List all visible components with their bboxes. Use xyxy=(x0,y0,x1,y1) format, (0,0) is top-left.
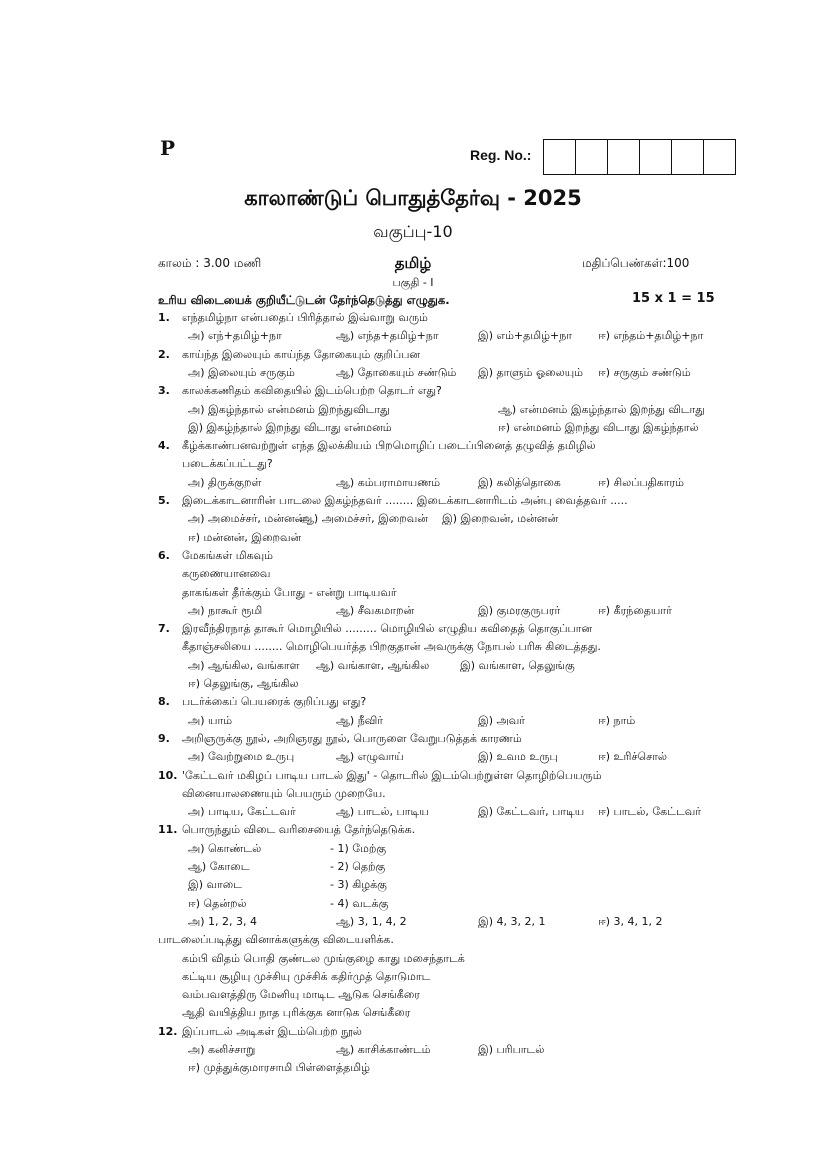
option: அ) கனிச்சாறு xyxy=(188,1043,256,1056)
option: ஆ) அமைச்சர், இறைவன் xyxy=(300,512,428,526)
option: அ) இகழ்ந்தால் என்மனம் இறந்துவிடாது xyxy=(188,402,390,416)
question-number: 4. xyxy=(158,439,170,453)
option: ஈ) என்மனம் இறந்து விடாது இகழ்ந்தால் xyxy=(498,420,699,434)
option: ஈ) எந்தம்+தமிழ்+நா xyxy=(598,329,704,343)
question-text: இப்பாடல் அடிகள் இடம்பெற்ற நூல் xyxy=(182,1024,362,1038)
option: இ) எம்+தமிழ்+நா xyxy=(478,329,573,343)
time-label: காலம் : 3.00 மணி xyxy=(158,256,262,270)
question-text: அறிஞருக்கு நூல், அறிஞரது நூல், பொருளை வேறுபடுத்தக் காரணம் xyxy=(182,731,522,745)
subject-label: தமிழ் xyxy=(394,254,432,272)
option: ஈ) பாடல், கேட்டவர் xyxy=(598,805,701,819)
option: ஆ) 3, 1, 4, 2 xyxy=(336,914,407,928)
instruction-text: உரிய விடையைக் குறியீட்டுடன் தேர்ந்தெடுத்து எழுதுக. xyxy=(158,293,450,307)
option: ஆ) சீவகமாறன் xyxy=(336,603,415,617)
match-left-item: ஆ) கோடை xyxy=(188,860,250,873)
option: அ) இலையும் சருகும் xyxy=(188,365,295,379)
option: இ) குமரகுருபரர் xyxy=(478,603,561,617)
question-text: எந்தமிழ்நா என்பதைப் பிரித்தால் இவ்வாறு வரும் xyxy=(182,311,428,324)
match-right-item: - 2) தெற்கு xyxy=(330,860,386,873)
question-text: காய்ந்த இலையும் காய்ந்த தோகையும் குறிப்பன xyxy=(182,347,421,361)
question-text: காலக்கணிதம் கவிதையில் இடம்பெற்ற தொடர் எது? xyxy=(182,384,442,398)
option: ஆ) தோகையும் சண்டும் xyxy=(336,365,457,379)
series-code: P xyxy=(160,136,176,160)
option: ஈ) நாம் xyxy=(598,713,636,727)
option: அ) வேற்றுமை உருபு xyxy=(188,750,295,764)
reg-no-box[interactable] xyxy=(607,140,639,174)
question-text: மேகங்கள் மிகவும் xyxy=(182,548,274,562)
option: ஆ) நீவிர் xyxy=(336,713,384,727)
match-right-item: - 4) வடக்கு xyxy=(330,896,389,910)
question-number: 12. xyxy=(158,1024,178,1038)
option: அ) பாடிய, கேட்டவர் xyxy=(188,805,296,819)
match-left-item: அ) கொண்டல் xyxy=(188,841,262,855)
option: இ) பரிபாடல் xyxy=(478,1043,545,1056)
option: ஆ) பாடல், பாடிய xyxy=(336,805,429,819)
max-marks-label: மதிப்பெண்கள்:100 xyxy=(582,256,690,270)
reg-no-label: Reg. No.: xyxy=(470,147,532,163)
class-label: வகுப்பு-10 xyxy=(373,222,453,241)
option: இ) உவம உருபு xyxy=(478,750,558,764)
option: அ) நாகூர் ரூமி xyxy=(188,603,263,617)
question-text: 'கேட்டவர் மகிழப் பாடிய பாடல் இது' - தொடரில் இடம்பெற்றுள்ள தொழிற்பெயரும் xyxy=(182,768,602,782)
question-text: கருணையானவை xyxy=(182,567,271,581)
option: ஆ) காசிக்காண்டம் xyxy=(336,1043,431,1056)
option: ஈ) மன்னன், இறைவன் xyxy=(188,530,302,544)
option: ஆ) வங்காள, ஆங்கில xyxy=(316,658,430,672)
option: அ) அமைச்சர், மன்னன் xyxy=(188,512,306,526)
poem-instruction: பாடலைப்படித்து வினாக்களுக்கு விடையளிக்க. xyxy=(158,933,394,947)
option: அ) யாம் xyxy=(188,713,233,727)
question-text: தாகங்கள் தீர்க்கும் போது - என்று பாடியவர் xyxy=(182,585,397,599)
exam-title: காலாண்டுப் பொதுத்தேர்வு - 2025 xyxy=(244,186,582,210)
option: ஈ) முத்துக்குமாரசாமி பிள்ளைத்தமிழ் xyxy=(188,1061,370,1075)
section-label: பகுதி - I xyxy=(392,276,434,289)
option: ஆ) எந்த+தமிழ்+நா xyxy=(336,329,439,343)
option: இ) 4, 3, 2, 1 xyxy=(478,914,546,928)
option: இ) அவர் xyxy=(478,713,525,727)
question-number: 7. xyxy=(158,622,170,636)
poem-line: கம்பி விதம் பொதி குண்டல முங்குழை காது மசைந்தாடக் xyxy=(182,951,465,965)
option: ஆ) எழுவாய் xyxy=(336,750,404,764)
match-right-item: - 1) மேற்கு xyxy=(330,841,387,855)
question-text: பொருந்தும் விடை வரிசையைத் தேர்ந்தெடுக்க. xyxy=(182,823,416,837)
section-score: 15 x 1 = 15 xyxy=(632,291,715,306)
option: இ) தாளும் ஓலையும் xyxy=(478,365,583,379)
question-number: 9. xyxy=(158,731,170,745)
option: அ) திருக்குறள் xyxy=(188,475,262,489)
match-left-item: இ) வாடை xyxy=(188,878,242,892)
question-text: கீழ்க்காண்பனவற்றுள் எந்த இலக்கியம் பிறமொழிப் படைப்பினைத் தழுவித் தமிழில் xyxy=(182,439,596,453)
option: ஈ) உரிச்சொல் xyxy=(598,750,668,764)
option: ஆ) என்மனம் இகழ்ந்தால் இறந்து விடாது xyxy=(498,402,705,416)
poem-line: வம்பவளத்திரு மேனியு மாடிட ஆடுக செங்கீரை xyxy=(182,988,420,1002)
question-text: கீதாஞ்சலியை ........ மொழிபெயர்த்த பிறகுதான் அவருக்கு நோபல் பரிசு கிடைத்தது. xyxy=(182,640,601,654)
option: இ) இறைவன், மன்னன் xyxy=(442,512,559,526)
option: ஈ) கீரந்தையார் xyxy=(598,603,672,617)
option: ஈ) சருகும் சண்டும் xyxy=(598,365,691,379)
match-left-item: ஈ) தென்றல் xyxy=(188,896,247,910)
poem-line: ஆதி வயித்திய நாத புரிக்குக னாடுக செங்கீரை xyxy=(182,1006,411,1020)
question-text: இடைக்காடனாரின் பாடலை இகழ்ந்தவர் ........ இடைக்காடனாரிடம் அன்பு வைத்தவர் ..... xyxy=(182,494,628,507)
question-number: 6. xyxy=(158,548,170,562)
option: அ) 1, 2, 3, 4 xyxy=(188,914,257,928)
question-number: 5. xyxy=(158,494,170,507)
option: இ) கேட்டவர், பாடிய xyxy=(478,805,585,819)
question-number: 1. xyxy=(158,311,170,324)
question-number: 3. xyxy=(158,384,170,398)
question-text: படைக்கப்பட்டது? xyxy=(182,457,273,471)
reg-no-box[interactable] xyxy=(671,140,703,174)
option: ஈ) 3, 4, 1, 2 xyxy=(598,914,663,928)
question-text: வினையாலணையும் பெயரும் முறையே. xyxy=(182,786,386,800)
reg-no-box[interactable] xyxy=(544,140,575,174)
question-number: 8. xyxy=(158,695,170,709)
option: இ) வங்காள, தெலுங்கு xyxy=(460,658,575,672)
option: இ) கலித்தொகை xyxy=(478,475,561,489)
option: இ) இகழ்ந்தால் இறந்து விடாது என்மனம் xyxy=(188,420,392,434)
option: ஆ) கம்பராமாயணம் xyxy=(336,475,441,489)
reg-no-boxes xyxy=(543,139,736,175)
reg-no-box[interactable] xyxy=(639,140,671,174)
reg-no-box[interactable] xyxy=(703,140,735,174)
question-number: 10. xyxy=(158,768,178,782)
poem-line: கட்டிய சூழியு முச்சியு முச்சிக் கதிர்முத் தொடுமாட xyxy=(182,969,431,983)
option: அ) ஆங்கில, வங்காள xyxy=(188,658,300,672)
option: ஈ) தெலுங்கு, ஆங்கில xyxy=(188,677,299,690)
reg-no-box[interactable] xyxy=(575,140,607,174)
question-text: இரவீந்திரநாத் தாகூர் மொழியில் ......... மொழியில் எழுதிய கவிதைத் தொகுப்பான xyxy=(182,622,593,636)
question-number: 11. xyxy=(158,823,178,837)
question-text: படர்க்கைப் பெயரைக் குறிப்பது எது? xyxy=(182,695,367,709)
question-number: 2. xyxy=(158,347,170,361)
match-right-item: - 3) கிழக்கு xyxy=(330,878,387,892)
option: ஈ) சிலப்பதிகாரம் xyxy=(598,475,684,489)
option: அ) எந்+தமிழ்+நா xyxy=(188,329,282,343)
